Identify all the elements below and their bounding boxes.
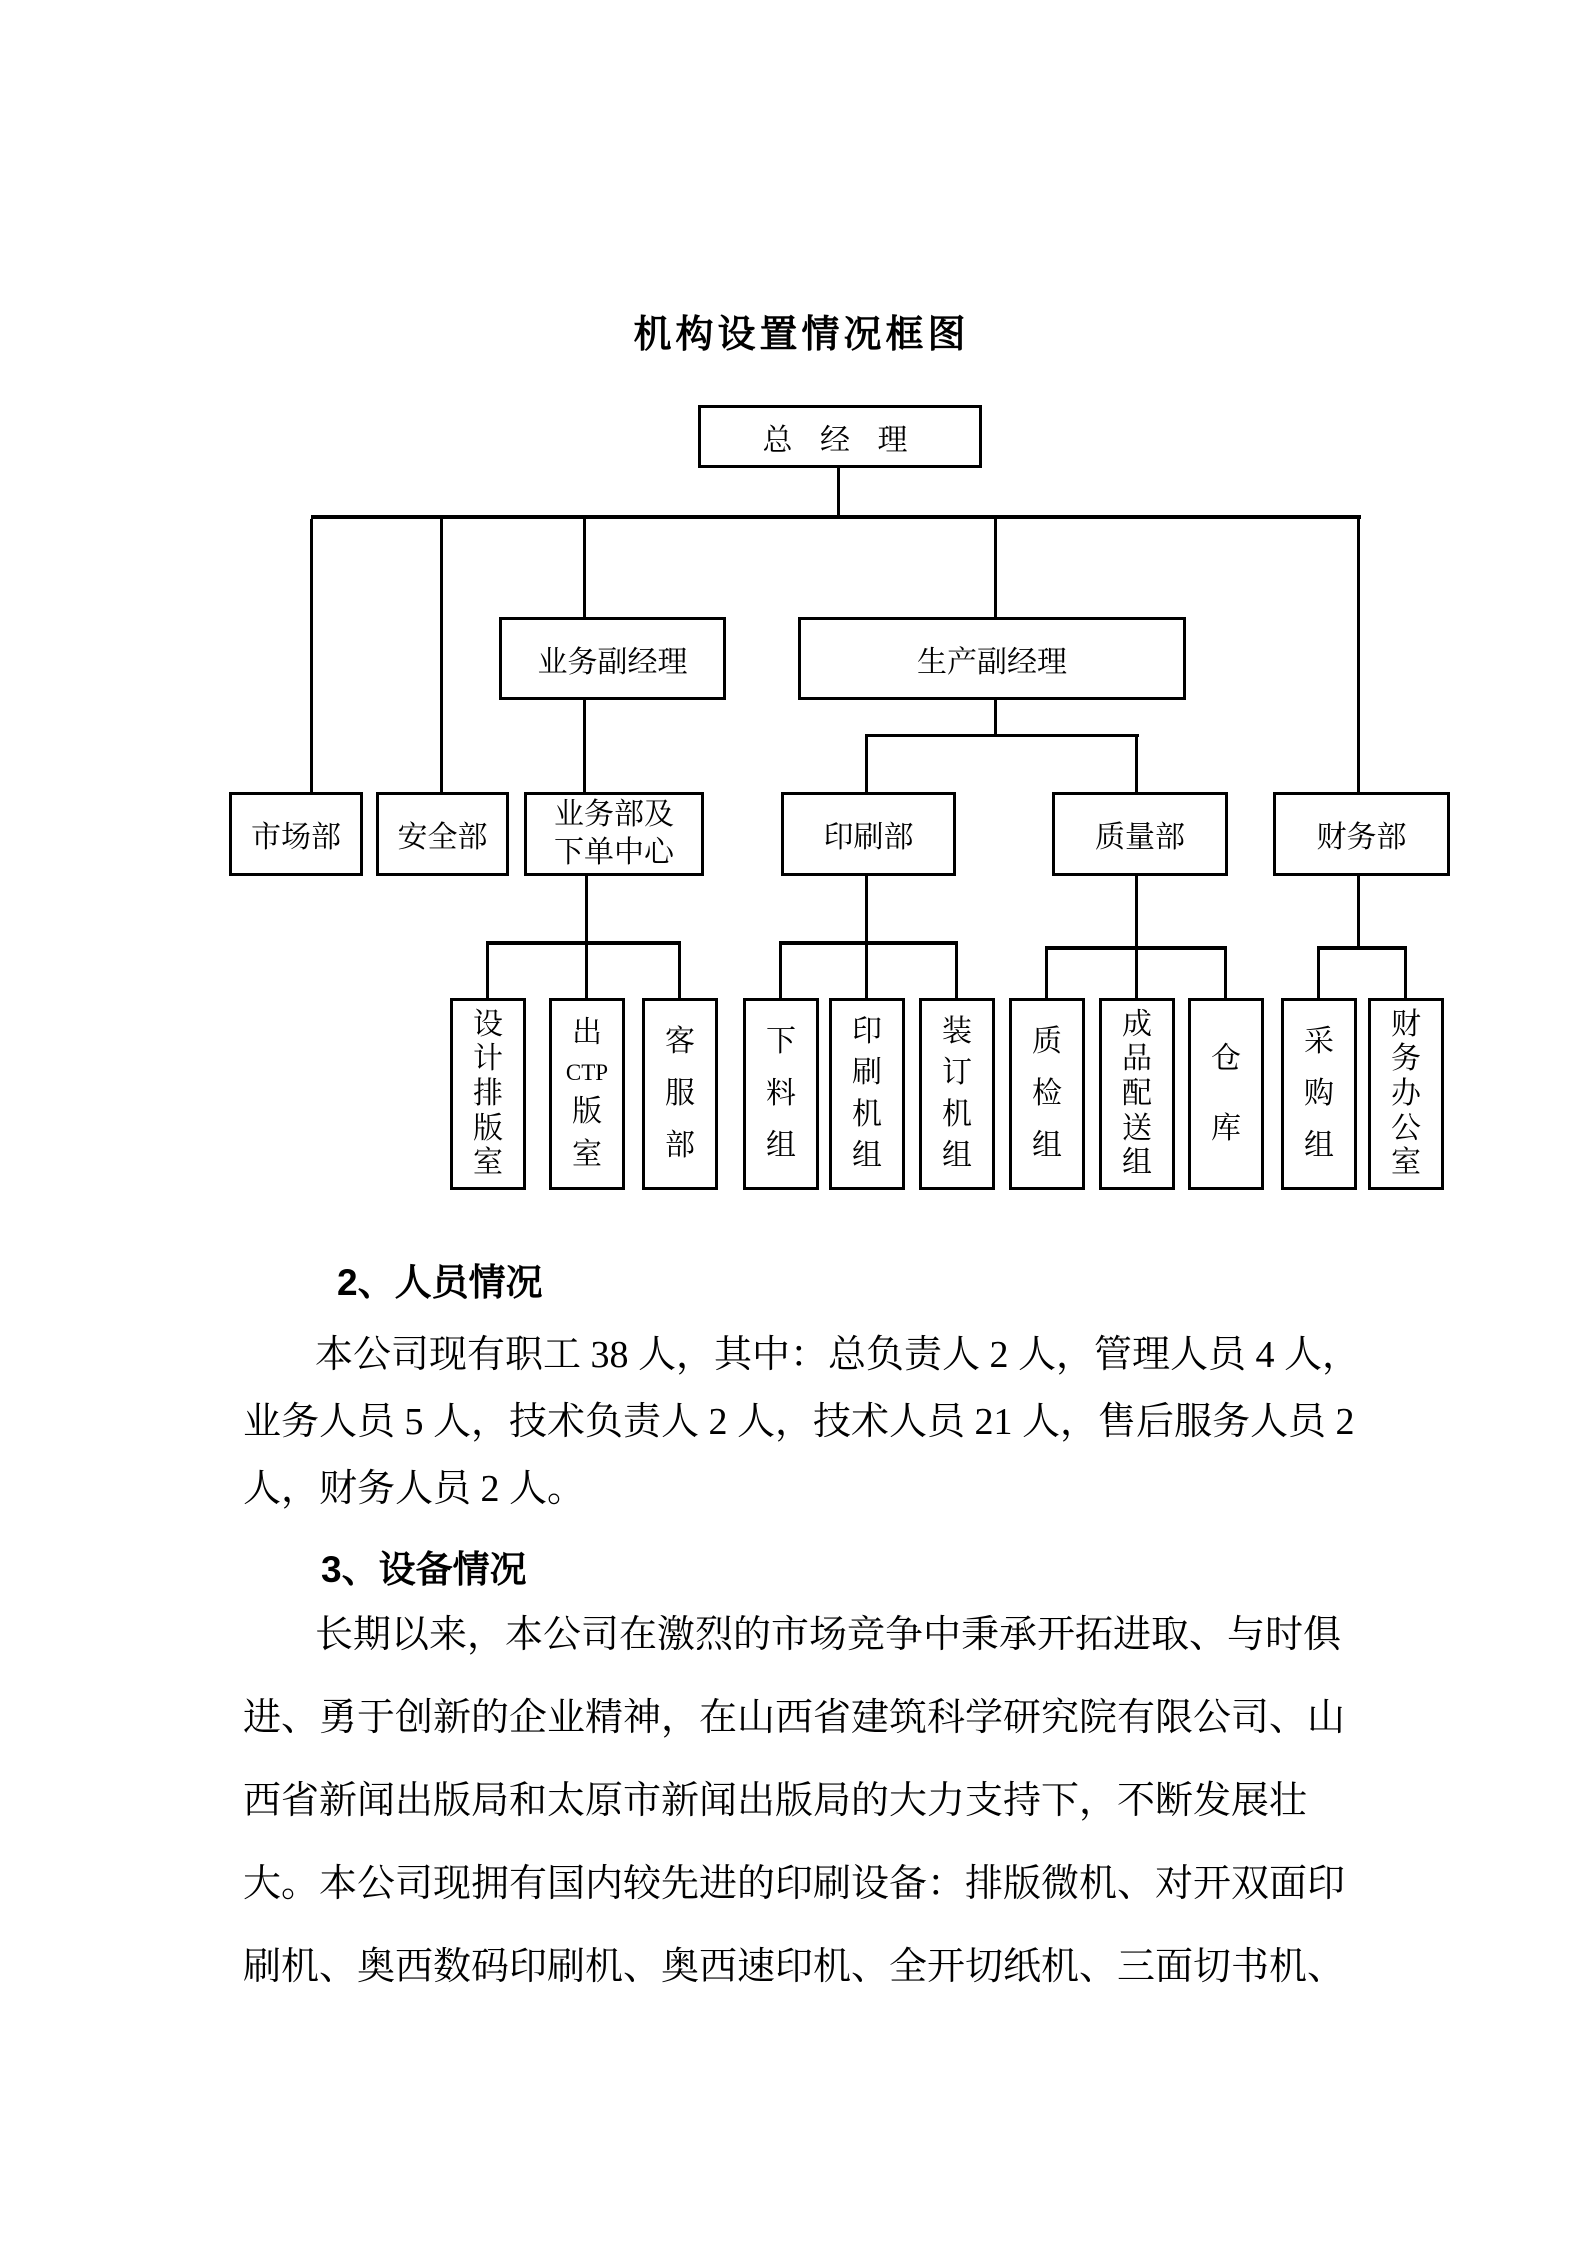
vbox-char: 出 xyxy=(572,1016,602,1049)
org-box-cutting-group xyxy=(743,998,819,1190)
vbox-char: 送 xyxy=(1122,1111,1152,1145)
connector-line xyxy=(583,700,586,792)
vbox-char: 计 xyxy=(473,1042,503,1076)
connector-line xyxy=(994,519,997,617)
vbox-char: 成 xyxy=(1122,1007,1152,1041)
org-box-production-deputy-manager xyxy=(798,617,1186,700)
connector-line xyxy=(486,945,489,998)
vbox-char: 订 xyxy=(942,1056,972,1090)
connector-line xyxy=(310,519,313,792)
vbox-char: 设 xyxy=(473,1007,503,1041)
org-box-printing-machine-group xyxy=(829,998,905,1190)
connector-line xyxy=(994,700,997,734)
org-box-label: 市场部 xyxy=(251,821,341,854)
connector-line xyxy=(865,876,868,998)
connector-line xyxy=(1224,950,1227,998)
vbox-char: 客 xyxy=(665,1025,695,1058)
vbox-char: 库 xyxy=(1211,1111,1241,1145)
org-box-label: 总 经 理 xyxy=(762,423,918,457)
paragraph-line: 长期以来，本公司在激烈的市场竞争中秉承开拓进取、与时俱 xyxy=(315,1614,1342,1656)
vbox-char: 室 xyxy=(572,1138,602,1171)
vbox-char: 组 xyxy=(1304,1129,1334,1162)
vbox-char: 公 xyxy=(1391,1111,1421,1145)
org-box-general-manager xyxy=(698,405,982,468)
vbox-char: 装 xyxy=(942,1014,972,1048)
connector-line xyxy=(583,519,586,617)
vbox-char: 下 xyxy=(766,1025,796,1058)
vbox-char: 质 xyxy=(1032,1025,1062,1058)
vbox-char: 检 xyxy=(1032,1077,1062,1110)
vbox-char: 购 xyxy=(1304,1077,1334,1110)
connector-line xyxy=(311,515,1361,519)
vbox-char: 服 xyxy=(665,1077,695,1110)
org-box-label: 安全部 xyxy=(397,821,488,854)
connector-line xyxy=(440,519,443,792)
connector-line xyxy=(1135,876,1138,998)
vbox-char: 料 xyxy=(766,1077,796,1110)
paragraph-line: 刷机、奥西数码印刷机、奥西速印机、全开切纸机、三面切书机、 xyxy=(243,1946,1346,1988)
connector-line xyxy=(837,468,840,516)
org-box-business-deputy-manager xyxy=(499,617,726,700)
org-box-finance-dept xyxy=(1273,792,1450,876)
connector-line xyxy=(779,941,958,945)
paragraph-equipment xyxy=(243,1594,1345,2009)
org-box-quality-inspection-group xyxy=(1009,998,1085,1190)
org-box-product-delivery-group xyxy=(1099,998,1175,1190)
paragraph-line: 进、勇于创新的企业精神，在山西省建筑科学研究院有限公司、山 xyxy=(243,1697,1346,1739)
connector-line xyxy=(585,876,588,998)
connector-line xyxy=(865,737,868,792)
vbox-char: 仓 xyxy=(1211,1042,1241,1076)
vbox-char: 机 xyxy=(852,1097,882,1131)
connector-line xyxy=(678,945,681,998)
section-heading-personnel: 2、人员情况 xyxy=(337,1262,543,1303)
org-box-ctp-plate-room xyxy=(549,998,625,1190)
vbox-char: 版 xyxy=(473,1111,503,1145)
vbox-char: 配 xyxy=(1122,1076,1152,1110)
paragraph-line: 人，财务人员 2 人。 xyxy=(243,1468,586,1510)
org-box-label: 财务部 xyxy=(1316,821,1407,854)
vbox-char: 办 xyxy=(1391,1076,1421,1110)
vbox-char: 财 xyxy=(1391,1007,1421,1041)
vbox-char: 组 xyxy=(1122,1146,1152,1180)
org-box-label-line1: 业务部及 xyxy=(554,797,674,831)
connector-line xyxy=(1357,519,1360,792)
paragraph-line: 本公司现有职工 38 人，其中：总负责人 2 人，管理人员 4 人， xyxy=(315,1334,1361,1376)
org-box-label: 质量部 xyxy=(1095,821,1185,854)
vbox-char: 版 xyxy=(572,1095,602,1128)
vbox-char: 组 xyxy=(766,1129,796,1162)
connector-line xyxy=(779,945,782,998)
org-box-warehouse xyxy=(1188,998,1264,1190)
org-box-marketing-dept xyxy=(229,792,363,876)
org-box-label: 印刷部 xyxy=(823,821,914,854)
paragraph-personnel xyxy=(243,1322,1360,1523)
page-title: 机构设置情况框图 xyxy=(633,314,970,356)
org-box-label: 业务副经理 xyxy=(537,645,688,679)
vbox-char: 室 xyxy=(1391,1146,1421,1180)
vbox-char: 室 xyxy=(473,1146,503,1180)
paragraph-line: 西省新闻出版局和太原市新闻出版局的大力支持下，不断发展壮 xyxy=(243,1780,1308,1822)
org-box-customer-service-dept xyxy=(642,998,718,1190)
vbox-char: CTP xyxy=(565,1060,609,1085)
vbox-char: 机 xyxy=(942,1097,972,1131)
org-box-design-typesetting-room xyxy=(450,998,526,1190)
section-heading-equipment: 3、设备情况 xyxy=(321,1549,527,1590)
vbox-char: 组 xyxy=(1032,1129,1062,1162)
org-box-finance-office xyxy=(1368,998,1444,1190)
paragraph-line: 业务人员 5 人，技术负责人 2 人，技术人员 21 人，售后服务人员 2 xyxy=(243,1401,1355,1443)
vbox-char: 刷 xyxy=(852,1056,882,1090)
connector-line xyxy=(1135,737,1138,792)
vbox-char: 印 xyxy=(852,1014,882,1048)
connector-line xyxy=(486,941,681,945)
connector-line xyxy=(865,734,1139,737)
org-box-label-line2: 下单中心 xyxy=(554,836,674,869)
org-box-purchasing-group xyxy=(1281,998,1357,1190)
vbox-char: 务 xyxy=(1391,1042,1421,1076)
vbox-char: 品 xyxy=(1122,1042,1152,1076)
connector-line xyxy=(1317,950,1320,998)
vbox-char: 采 xyxy=(1304,1025,1334,1058)
org-box-quality-dept xyxy=(1052,792,1228,876)
org-box-business-order-center xyxy=(524,792,704,876)
org-box-label: 生产副经理 xyxy=(917,645,1067,679)
vbox-char: 部 xyxy=(665,1129,695,1162)
org-box-binding-machine-group xyxy=(919,998,995,1190)
connector-line xyxy=(1357,876,1360,950)
vbox-char: 排 xyxy=(473,1076,503,1110)
paragraph-line: 大。本公司现拥有国内较先进的印刷设备：排版微机、对开双面印 xyxy=(243,1863,1346,1905)
vbox-char: 组 xyxy=(852,1139,882,1173)
connector-line xyxy=(955,945,958,998)
org-box-safety-dept xyxy=(376,792,509,876)
connector-line xyxy=(1045,950,1048,998)
org-box-printing-dept xyxy=(781,792,956,876)
connector-line xyxy=(1045,946,1227,950)
connector-line xyxy=(1317,946,1407,950)
vbox-char: 组 xyxy=(942,1139,972,1173)
connector-line xyxy=(1404,950,1407,998)
